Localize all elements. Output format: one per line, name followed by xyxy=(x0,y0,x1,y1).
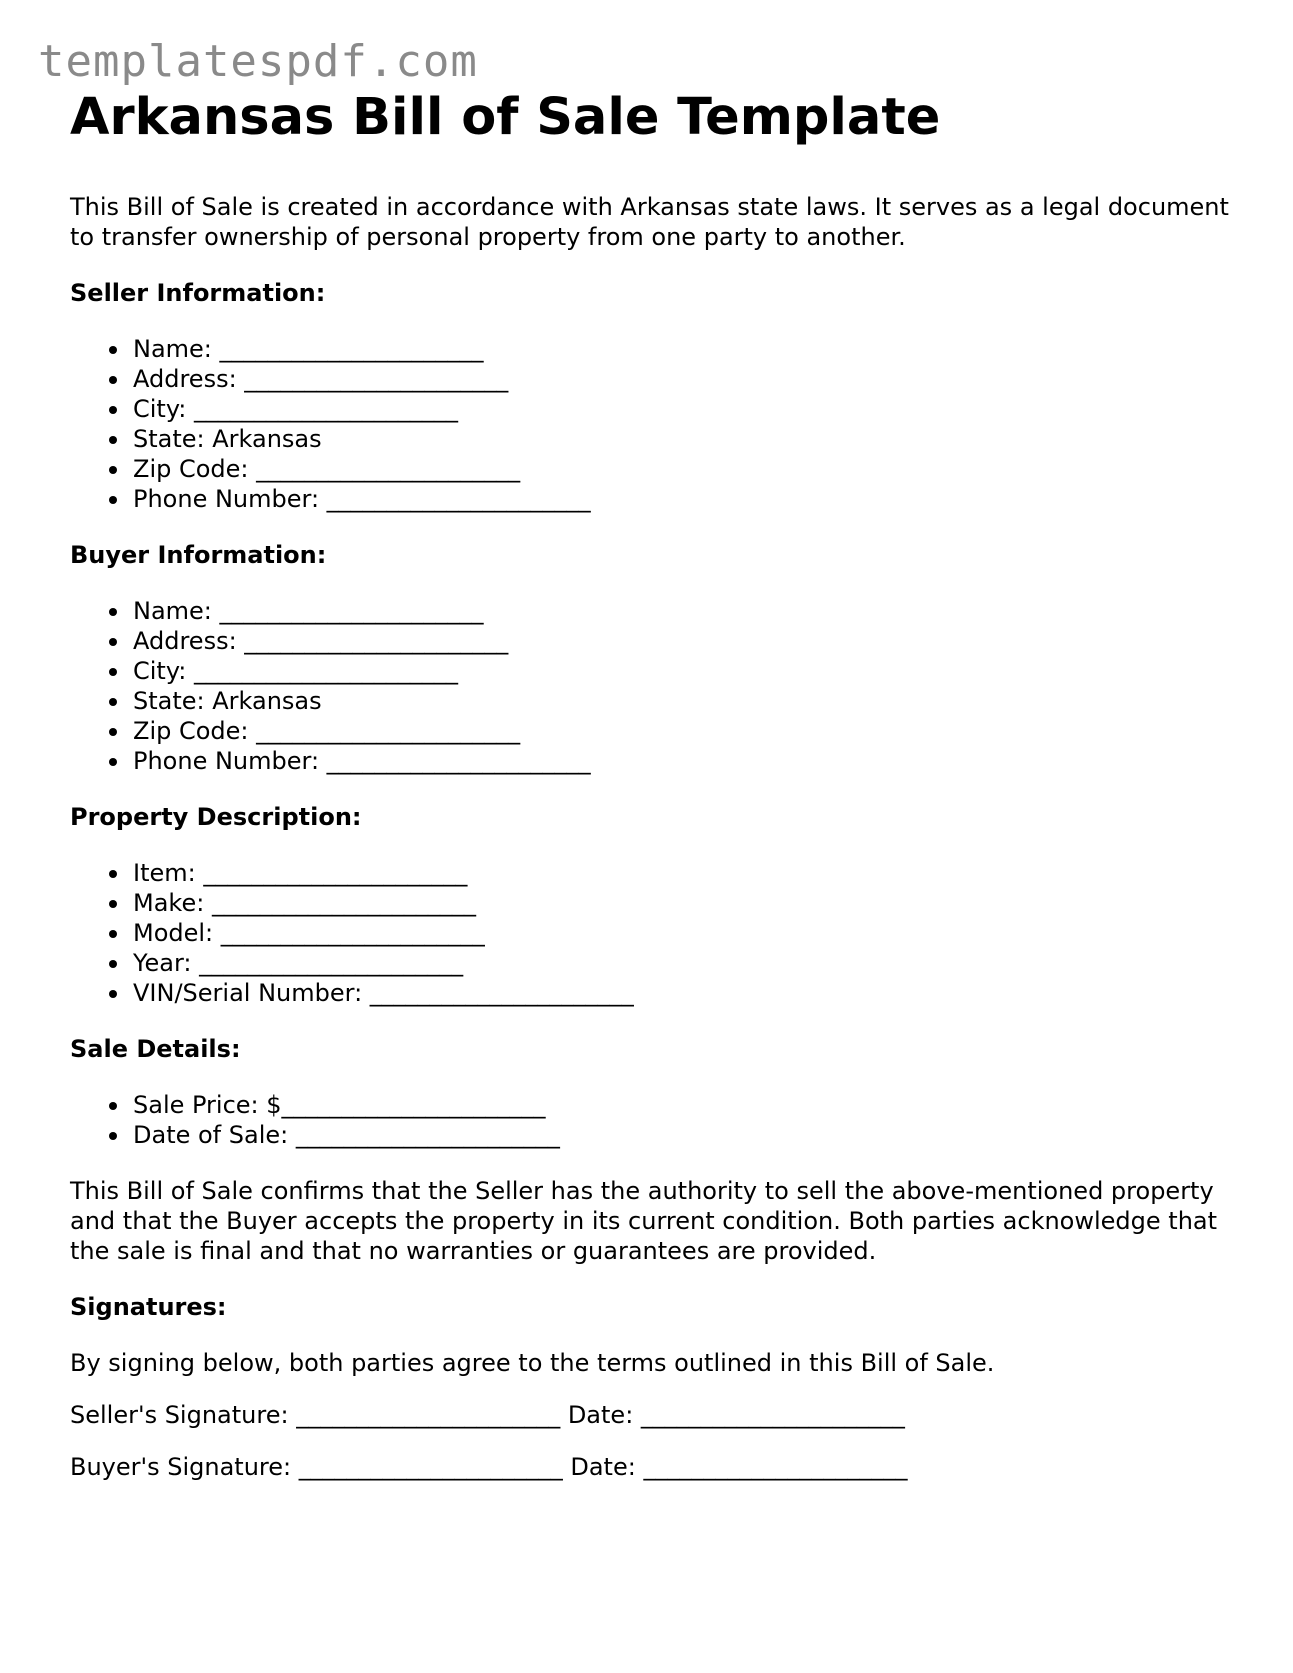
confirmation-paragraph: This Bill of Sale confirms that the Seller has the authority to sell the above-mentioned property and that the Buyer accepts the property in its current condition. Both parties acknowledge that the sale is final and that no warranties or guarantees are provided. xyxy=(70,1177,1218,1265)
seller-name-field[interactable]: Name: ______________________ xyxy=(133,334,1240,364)
property-fields xyxy=(70,858,1240,1008)
buyer-phone-field[interactable]: Phone Number: ______________________ xyxy=(133,746,1240,776)
signatures-heading: Signatures: xyxy=(70,1293,227,1321)
property-heading: Property Description: xyxy=(70,803,362,831)
seller-zip-field[interactable]: Zip Code: ______________________ xyxy=(133,454,1240,484)
property-model-field[interactable]: Model: ______________________ xyxy=(133,918,1240,948)
seller-state-field: State: Arkansas xyxy=(133,424,1240,454)
seller-phone-field[interactable]: Phone Number: ______________________ xyxy=(133,484,1240,514)
buyer-fields xyxy=(70,596,1240,776)
buyer-city-field[interactable]: City: ______________________ xyxy=(133,656,1240,686)
buyer-address-field[interactable]: Address: ______________________ xyxy=(133,626,1240,656)
seller-fields xyxy=(70,334,1240,514)
buyer-state-field: State: Arkansas xyxy=(133,686,1240,716)
buyer-heading: Buyer Information: xyxy=(70,541,327,569)
property-vin-field[interactable]: VIN/Serial Number: ______________________ xyxy=(133,978,1240,1008)
property-item-field[interactable]: Item: ______________________ xyxy=(133,858,1240,888)
buyer-name-field[interactable]: Name: ______________________ xyxy=(133,596,1240,626)
property-make-field[interactable]: Make: ______________________ xyxy=(133,888,1240,918)
seller-address-field[interactable]: Address: ______________________ xyxy=(133,364,1240,394)
intro-paragraph: This Bill of Sale is created in accordance with Arkansas state laws. It serves as a legal document to transfer ownership of personal property from one party to another. xyxy=(70,193,1229,251)
buyer-zip-field[interactable]: Zip Code: ______________________ xyxy=(133,716,1240,746)
sale-price-field[interactable]: Sale Price: $______________________ xyxy=(133,1090,1240,1120)
sale-heading: Sale Details: xyxy=(70,1035,241,1063)
document-body xyxy=(70,88,1240,1482)
seller-heading: Seller Information: xyxy=(70,279,326,307)
signatures-agreement: By signing below, both parties agree to the terms outlined in this Bill of Sale. xyxy=(70,1349,995,1377)
buyer-signature-line[interactable]: Buyer's Signature: ______________________ Date: ______________________ xyxy=(70,1453,908,1481)
seller-city-field[interactable]: City: ______________________ xyxy=(133,394,1240,424)
page-title: Arkansas Bill of Sale Template xyxy=(70,88,941,147)
property-year-field[interactable]: Year: ______________________ xyxy=(133,948,1240,978)
sale-date-field[interactable]: Date of Sale: ______________________ xyxy=(133,1120,1240,1150)
watermark: templatespdf.com xyxy=(38,36,478,87)
seller-signature-line[interactable]: Seller's Signature: ______________________ Date: ______________________ xyxy=(70,1401,905,1429)
sale-fields xyxy=(70,1090,1240,1150)
